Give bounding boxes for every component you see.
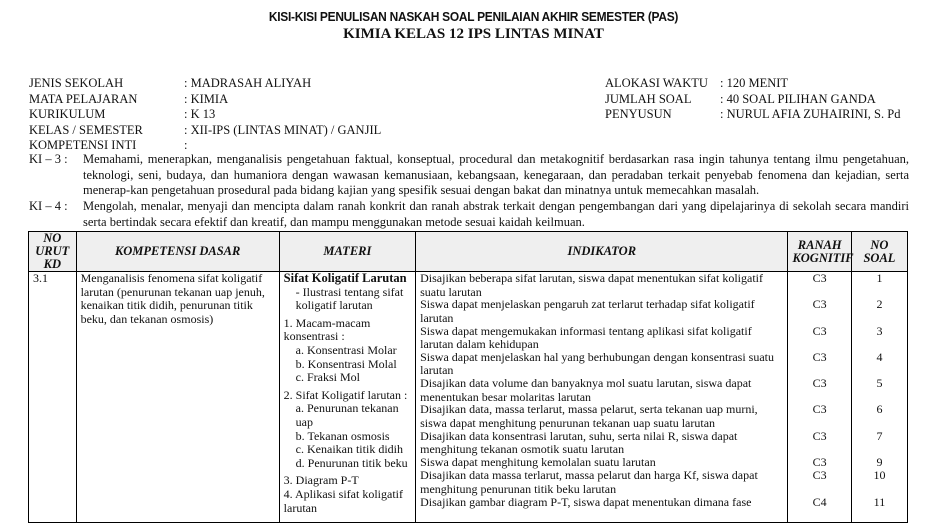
- soal-number: 10: [873, 468, 886, 483]
- indikator-item: Siswa dapat menjelaskan hal yang berhubungan dengan konsentrasi suatu larutan: [420, 350, 775, 378]
- materi-item: a. Konsentrasi Molar: [295, 342, 397, 357]
- ranah-value: C3: [812, 376, 827, 391]
- info-value: : KIMIA: [184, 91, 229, 106]
- info-label: KELAS / SEMESTER: [29, 122, 143, 137]
- cell-materi: [279, 272, 415, 523]
- info-row-jumlah-soal: [605, 92, 900, 108]
- info-value: : XII-IPS (LINTAS MINAT) / GANJIL: [184, 122, 382, 137]
- info-row-penyusun: [605, 107, 900, 123]
- info-value: : 40 SOAL PILIHAN GANDA: [720, 91, 876, 106]
- ki-code: KI – 4 :: [29, 199, 68, 213]
- indikator-item: Siswa dapat mengemukakan informasi tentang aplikasi sifat koligatif larutan dalam kehidupan: [420, 324, 752, 351]
- info-label: KURIKULUM: [29, 107, 106, 121]
- materi-section-heading: 4. Aplikasi sifat koligatif larutan: [283, 486, 403, 515]
- materi-item: a. Penurunan tekanan uap: [295, 401, 399, 429]
- ranah-value: C3: [812, 428, 827, 443]
- indikator-item: Disajikan data volume dan banyaknya mol suatu larutan, siswa dapat menentukan besar molaritas larutan: [420, 377, 752, 404]
- info-label: PENYUSUN: [605, 107, 672, 121]
- materi-item: d. Penurunan titik beku: [295, 455, 408, 470]
- ranah-value: C3: [812, 323, 827, 338]
- cell-indikator: [416, 272, 788, 523]
- document-title: KISI-KISI PENULISAN NASKAH SOAL PENILAIAN AKHIR SEMESTER (PAS): [268, 9, 679, 24]
- materi-item: b. Konsentrasi Molal: [295, 356, 397, 371]
- materi-section-heading: 3. Diagram P-T: [283, 473, 359, 488]
- document-subtitle: KIMIA KELAS 12 IPS LINTAS MINAT: [343, 26, 604, 42]
- indikator-item: Siswa dapat menghitung kemolalan suatu larutan: [420, 456, 656, 470]
- materi-section-heading: 2. Sifat Koligatif larutan :: [283, 387, 408, 402]
- materi-section-heading: 1. Macam-macam konsentrasi :: [283, 315, 371, 344]
- indikator-item: Siswa dapat menjelaskan pengaruh zat terlarut terhadap sifat koligatif larutan: [420, 298, 755, 325]
- info-label: MATA PELAJARAN: [29, 91, 138, 106]
- info-label: JUMLAH SOAL: [605, 91, 692, 106]
- info-row-jenis-sekolah: [29, 76, 381, 92]
- materi-intro: - Ilustrasi tentang sifat koligatif larutan: [295, 284, 404, 313]
- cell-kompetensi-dasar: Menganalisis fenomena sifat koligatif larutan (penurunan tekanan uap jenuh, kenaikan titik didih, penurunan titik beku, dan tekanan osmosis): [76, 272, 279, 523]
- ranah-value: C3: [812, 349, 827, 364]
- info-label: JENIS SEKOLAH: [29, 76, 124, 90]
- header-ranah-kognitif: RANAH KOGNITIF: [788, 232, 851, 272]
- ranah-value: C3: [812, 271, 827, 285]
- header-indikator: INDIKATOR: [416, 232, 788, 272]
- indikator-item: Disajikan data massa terlarut, massa pelarut dan harga Kf, siswa dapat menghitung penurunan titik beku larutan: [420, 469, 758, 496]
- soal-number: 2: [876, 297, 883, 312]
- ranah-value: C3: [812, 468, 827, 483]
- info-value: : K 13: [184, 107, 216, 121]
- ranah-value: C3: [812, 455, 827, 470]
- materi-title: Sifat Koligatif Larutan: [283, 271, 407, 285]
- cell-no-urut: 3.1: [29, 272, 77, 523]
- materi-item: c. Fraksi Mol: [295, 370, 361, 385]
- header-no-soal: NO SOAL: [851, 232, 907, 272]
- info-row-alokasi-waktu: [605, 76, 900, 92]
- ranah-value: C3: [812, 297, 827, 312]
- indikator-item: Disajikan gambar diagram P-T, siswa dapat menentukan dimana fase: [420, 495, 752, 509]
- soal-number: 6: [876, 402, 883, 417]
- ki-text: Memahami, menerapkan, menganalisis pengetahuan faktual, konseptual, procedural dan metakognitif berdasarkan rasa ingin tahunya tentang ilmu pengetahuan, teknologi, seni, budaya, dan humaniora dengan wawasan kemanusiaan, kebangsaan, kenegaraan, dan peradaban terkait penyebab fenomena dan kejadian, serta menerap-kan pengetahuan prosedural pada bidang kajian yang spesifik sesuai dengan bakat dan minatnya untuk memecahkan masalah.: [83, 152, 909, 198]
- soal-number: 4: [876, 349, 883, 364]
- info-row-kurikulum: [29, 107, 381, 123]
- materi-item: c. Kenaikan titik didih: [295, 442, 403, 457]
- info-value: : MADRASAH ALIYAH: [184, 76, 312, 90]
- info-value: : 120 MENIT: [720, 76, 789, 90]
- header-materi: MATERI: [279, 232, 415, 272]
- cell-no-soal: [851, 272, 907, 523]
- header-kompetensi-dasar: KOMPETENSI DASAR: [76, 232, 279, 272]
- ki-text: Mengolah, menalar, menyaji dan mencipta dalam ranah konkrit dan ranah abstrak terkait dengan pengembangan dari yang dipelajarinya di sekolah secara mandiri serta bertindak secara efektif dan kreatif, dan mampu menggunakan metode sesuai kaidah keilmuan.: [83, 199, 909, 229]
- info-label: KOMPETENSI INTI: [29, 138, 137, 152]
- ranah-value: C3: [812, 402, 827, 417]
- soal-number: 9: [876, 455, 883, 470]
- soal-number: 3: [876, 323, 883, 338]
- ki-code: KI – 3 :: [29, 152, 68, 166]
- kompetensi-inti-4: [29, 199, 909, 230]
- header-no-urut-kd: NO URUT KD: [29, 232, 77, 272]
- identity-block-left: [29, 76, 381, 154]
- kompetensi-inti-3: [29, 152, 909, 199]
- indikator-item: Disajikan beberapa sifat larutan, siswa dapat menentukan sifat koligatif suatu larutan: [420, 272, 763, 299]
- identity-block-right: [605, 76, 900, 123]
- cell-ranah-kognitif: [788, 272, 851, 523]
- info-value: :: [184, 138, 188, 152]
- soal-number: 11: [873, 494, 886, 509]
- table-header-row: [29, 232, 908, 272]
- indikator-item: Disajikan data konsentrasi larutan, suhu, serta nilai R, siswa dapat menghitung tekanan osmotik suatu larutan: [420, 429, 738, 457]
- info-label: ALOKASI WAKTU: [605, 76, 708, 90]
- soal-number: 7: [876, 428, 883, 443]
- info-value: : NURUL AFIA ZUHAIRINI, S. Pd: [720, 107, 901, 121]
- info-row-mata-pelajaran: [29, 92, 381, 108]
- soal-number: 1: [876, 271, 883, 285]
- soal-number: 5: [876, 376, 883, 391]
- materi-item: b. Tekanan osmosis: [295, 428, 390, 443]
- table-row: [29, 272, 908, 523]
- ranah-value: C4: [812, 494, 827, 509]
- info-row-kelas-semester: [29, 123, 381, 139]
- indikator-item: Disajikan data, massa terlarut, massa pelarut, serta tekanan uap murni, siswa dapat menghitung penurunan tekanan uap suatu larutan: [420, 403, 758, 430]
- kisi-kisi-table: [28, 231, 908, 523]
